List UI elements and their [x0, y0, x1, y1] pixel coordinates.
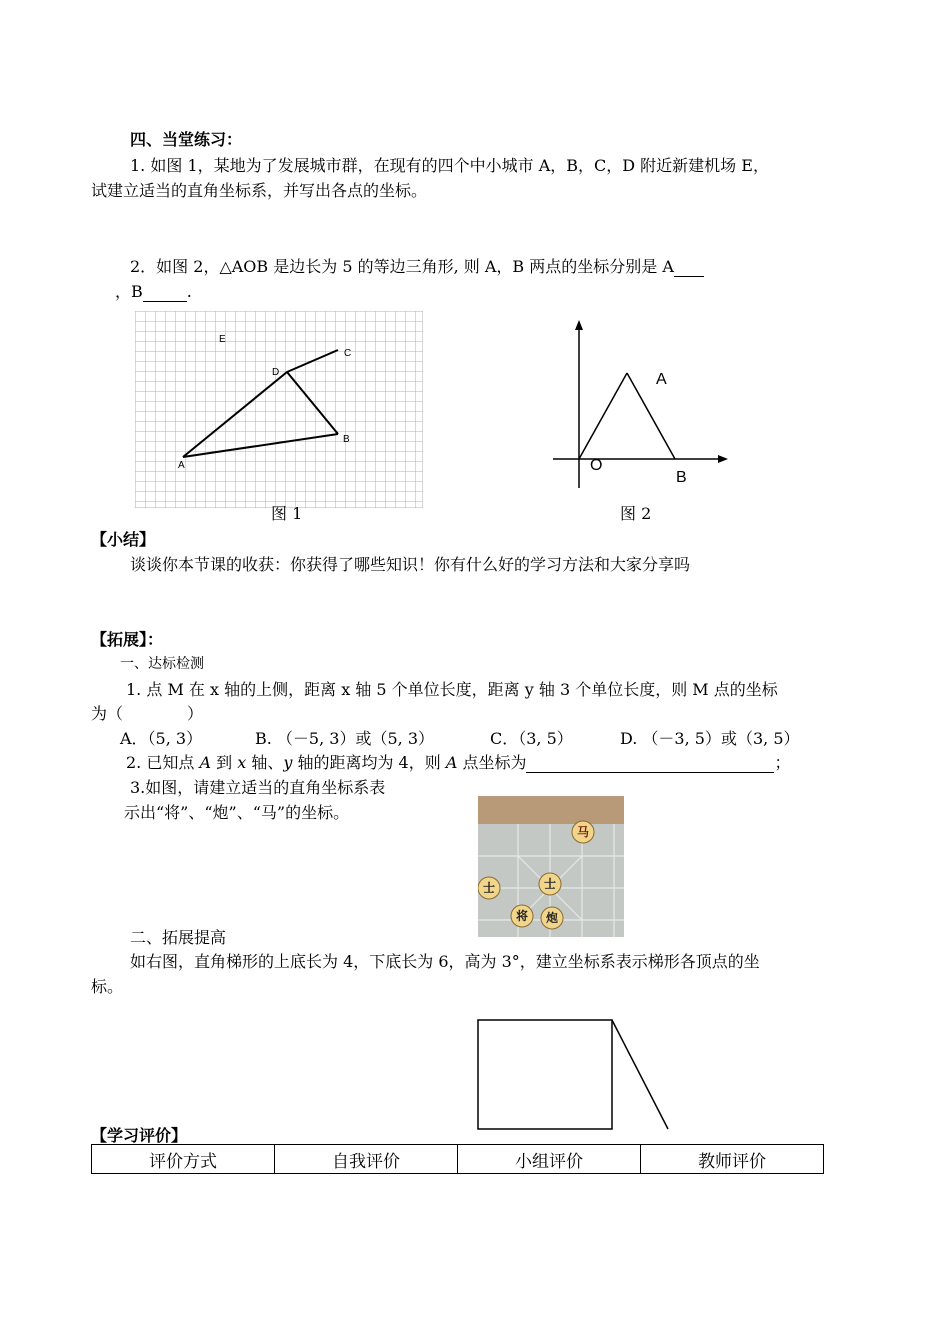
y-axis-arrow	[575, 320, 583, 330]
summary-text: 谈谈你本节课的收获：你获得了哪些知识！你有什么好的学习方法和大家分享吗	[130, 555, 691, 574]
column-method: 评价方式	[92, 1145, 275, 1174]
chess-piece-ma	[572, 821, 594, 843]
fig2-label-b: B	[676, 469, 687, 486]
figure-1-caption: 图 1	[271, 504, 303, 523]
column-group: 小组评价	[458, 1145, 641, 1174]
fig2-label-o: O	[590, 457, 603, 474]
practice-heading: 四、当堂练习：	[130, 130, 243, 149]
chess-piece-jiang	[511, 905, 533, 927]
practice-q1-line1: 1. 如图 1，某地为了发展城市群，在现有的四个中小城市 A，B，C，D 附近新建机场 E，	[130, 156, 769, 175]
fig1-label-e: E	[219, 334, 226, 345]
trapezoid-figure	[476, 1018, 672, 1133]
trapezoid-question-line1: 如右图，直角梯形的上底长为 4，下底长为 6，高为 3°，建立坐标系表示梯形各顶点的坐	[130, 952, 760, 971]
option-a: A．（5, 3）	[120, 729, 203, 748]
option-d: D. （－3, 5）或（3, 5）	[620, 729, 800, 748]
chess-piece-pao	[541, 907, 563, 929]
figure-2-caption: 图 2	[620, 504, 652, 523]
side-o-a	[579, 373, 627, 459]
evaluation-heading: 【学习评价】	[91, 1126, 188, 1145]
practice-q2-line2: ，B .	[115, 282, 192, 301]
summary-heading: 【小结】	[91, 530, 156, 549]
option-b: B. （－5, 3）或（5, 3）	[255, 729, 434, 748]
fig2-label-a: A	[656, 371, 667, 388]
figure-2-triangle	[550, 318, 735, 493]
evaluation-table	[91, 1144, 824, 1174]
option-c: C．（3, 5）	[490, 729, 573, 748]
fig1-label-b: B	[343, 434, 350, 445]
trapezoid-rect-part	[478, 1020, 612, 1129]
extension-q3-line1: 3.如图，请建立适当的直角坐标系表	[130, 778, 386, 797]
svg-text:炮: 炮	[545, 911, 559, 925]
trapezoid-question-line2: 标。	[91, 977, 124, 996]
column-self: 自我评价	[275, 1145, 458, 1174]
column-teacher: 教师评价	[641, 1145, 824, 1174]
extension-q3-line2: 示出“将”、“炮”、“马”的坐标。	[124, 803, 350, 822]
practice-q2-line1: 2．如图 2，△AOB 是边长为 5 的等边三角形, 则 A，B 两点的坐标分别是 A	[130, 254, 704, 277]
table-row	[92, 1145, 824, 1174]
svg-text:将: 将	[515, 909, 529, 923]
chess-board-image	[478, 796, 624, 937]
svg-text:马: 马	[576, 825, 590, 839]
fig1-label-c: C	[344, 348, 352, 359]
chess-piece-shi-1	[478, 877, 500, 899]
figure-1-grid	[135, 311, 423, 508]
trapezoid-slant-side	[612, 1020, 668, 1129]
extension-heading: 【拓展】：	[91, 630, 164, 649]
svg-text:士: 士	[482, 881, 496, 895]
fig1-label-d: D	[272, 367, 280, 378]
chess-piece-shi-2	[539, 873, 561, 895]
fig1-label-a: A	[178, 460, 185, 471]
extension-q1-line2: 为（ ）	[91, 704, 204, 723]
x-axis-arrow	[718, 455, 728, 463]
svg-text:士: 士	[543, 877, 557, 891]
extension-q2: 2. 已知点 A 到 x 轴、y 轴的距离均为 4，则 A 点坐标为 ；	[126, 753, 791, 772]
side-a-b	[627, 373, 675, 459]
practice-q1-line2: 试建立适当的直角坐标系，并写出各点的坐标。	[91, 181, 428, 200]
extension-q1-line1: 1. 点 M 在 x 轴的上侧，距离 x 轴 5 个单位长度，距离 y 轴 3 个单位长度，则 M 点的坐标	[126, 680, 778, 699]
extension-sub2: 二、拓展提高	[130, 928, 227, 947]
extension-sub1: 一、达标检测	[120, 656, 204, 672]
